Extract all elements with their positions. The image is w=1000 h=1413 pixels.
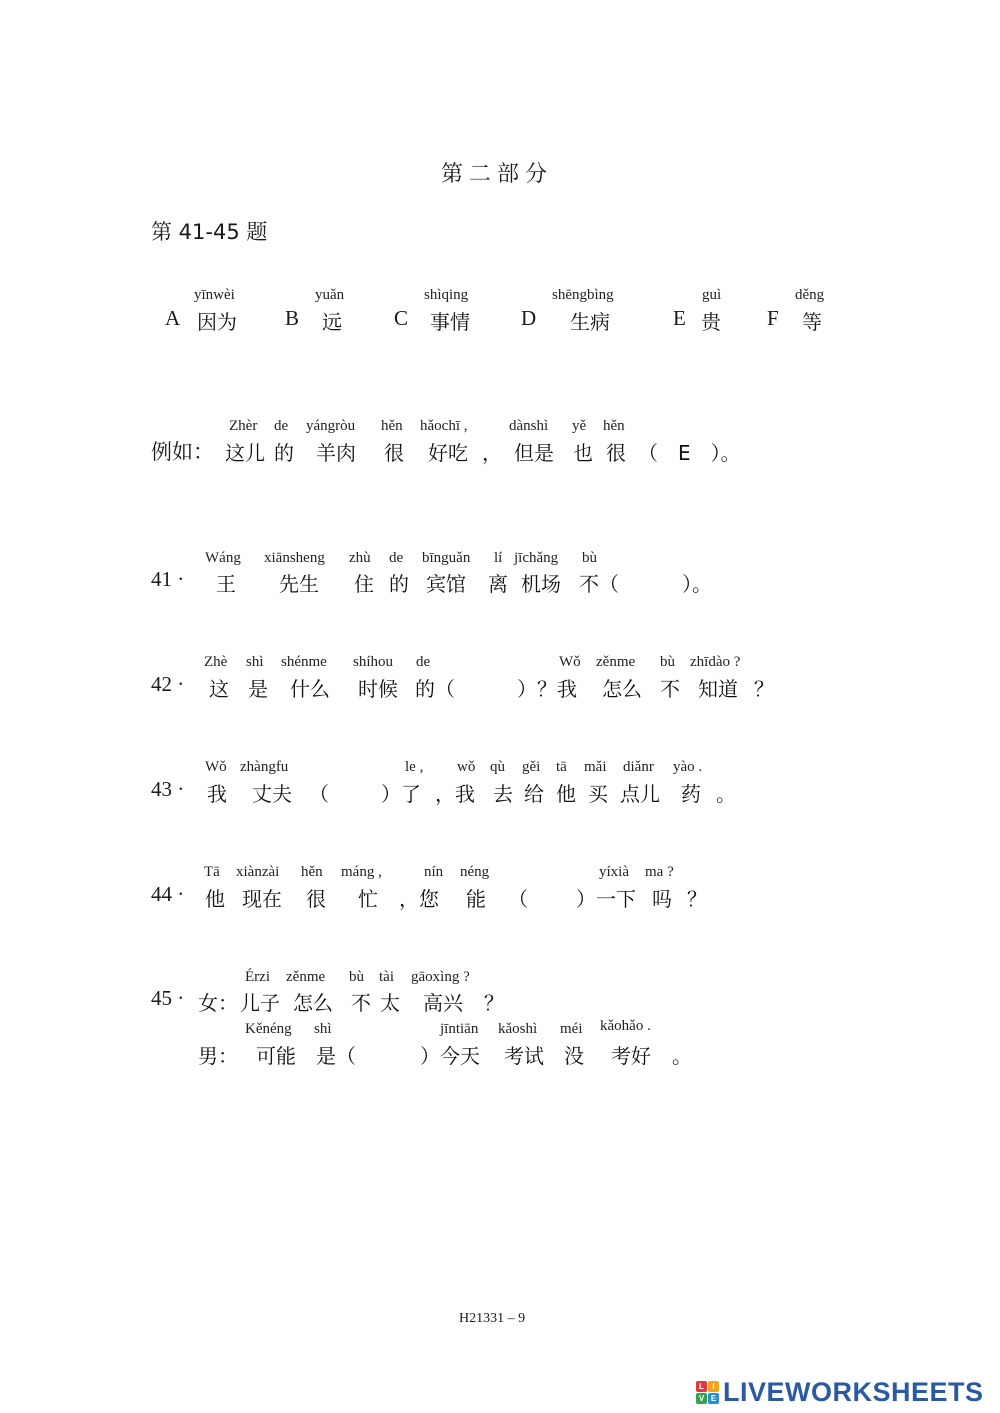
option-c-letter: C	[394, 306, 409, 330]
q43-pinyin-2: zhàngfu	[240, 759, 289, 775]
option-e-hanzi: 贵	[701, 310, 721, 334]
page-code: H21331 – 9	[459, 1311, 526, 1326]
q41-hanzi-4: 的	[389, 572, 409, 596]
q44-hanzi-2: 现在	[242, 887, 282, 911]
q44-hanzi-3: 很	[306, 887, 326, 911]
q43-hanzi-7: 给	[524, 782, 544, 806]
option-b-hanzi: 远	[322, 310, 342, 334]
q45-l2-hanzi-2: 是（	[316, 1044, 356, 1068]
q44-hanzi-1: 他	[205, 887, 225, 911]
example-pinyin-6: dànshì	[509, 418, 549, 434]
q41-number: 41 ·	[151, 567, 185, 591]
example-pinyin-5: hǎochī ,	[420, 418, 468, 434]
q45-l2-pinyin-4: kǎoshì	[498, 1021, 538, 1037]
q43-pinyin-3: le ,	[405, 759, 424, 775]
option-d-pinyin: shēngbìng	[552, 287, 614, 303]
example-pinyin-3: yángròu	[306, 418, 356, 434]
q45-l1-pinyin-4: tài	[379, 969, 394, 985]
q42-pinyin-9: zhīdào ?	[690, 654, 741, 670]
q42-hanzi-2: 是	[248, 677, 268, 701]
q45-l1-hanzi-1: 儿子	[240, 991, 280, 1015]
example-hanzi-3: 羊肉	[316, 441, 356, 465]
example-comma: ，	[482, 441, 502, 465]
q42-number: 42 ·	[151, 672, 185, 696]
q43-pinyin-4: wǒ	[457, 759, 476, 775]
q43-number: 43 ·	[151, 777, 185, 801]
example-hanzi-7: 也	[573, 441, 593, 465]
q43-pinyin-8: mǎi	[584, 759, 607, 775]
q41-pinyin-2: xiānsheng	[264, 550, 325, 566]
question-range: 第 41-45 题	[151, 220, 268, 244]
q41-hanzi-3: 住	[354, 572, 374, 596]
q42-pinyin-7: zěnme	[596, 654, 636, 670]
example-pinyin-8: hěn	[603, 418, 625, 434]
q44-number-text: 44	[151, 882, 172, 906]
q42-pinyin-6: Wǒ	[559, 654, 581, 670]
option-b-pinyin: yuǎn	[315, 287, 345, 303]
q45-speaker-male: 男：	[198, 1044, 238, 1068]
q41-pinyin-4: de	[389, 550, 404, 566]
q45-l2-hanzi-4: 考试	[504, 1044, 544, 1068]
example-pinyin-4: hěn	[381, 418, 403, 434]
q45-l1-question-mark: ？	[484, 991, 504, 1015]
q43-pinyin-10: yào .	[673, 759, 703, 775]
q44-hanzi-9: 吗	[652, 887, 672, 911]
q42-hanzi-6: ）？我	[517, 677, 577, 701]
q43-hanzi-5: ，我	[435, 782, 475, 806]
q43-pinyin-5: qù	[490, 759, 505, 775]
q43-hanzi-2: 丈夫	[252, 782, 292, 806]
q45-l1-pinyin-3: bù	[349, 969, 364, 985]
q42-pinyin-8: bù	[660, 654, 675, 670]
q43-hanzi-11: 药	[681, 782, 701, 806]
option-c-pinyin: shìqing	[424, 287, 469, 303]
option-c-hanzi: 事情	[430, 310, 470, 334]
example-hanzi-8: 很	[606, 441, 626, 465]
q45-l1-hanzi-5: 高兴	[423, 991, 463, 1015]
q45-l1-pinyin-5: gāoxìng ?	[411, 969, 470, 985]
option-a-hanzi: 因为	[197, 310, 237, 334]
q41-pinyin-5: bīnguǎn	[422, 550, 471, 566]
option-b-letter: B	[285, 306, 300, 330]
q43-pinyin-1: Wǒ	[205, 759, 227, 775]
q42-pinyin-1: Zhè	[204, 654, 228, 670]
q43-hanzi-10: 点儿	[620, 782, 660, 806]
example-hanzi-2: 的	[274, 441, 294, 465]
example-pinyin-2: de	[274, 418, 289, 434]
q44-pinyin-4: máng ,	[341, 864, 382, 880]
example-pinyin-7: yě	[572, 418, 587, 434]
q41-pinyin-8: bù	[582, 550, 597, 566]
q41-number-text: 41	[151, 567, 172, 591]
q41-hanzi-5: 宾馆	[426, 572, 466, 596]
q45-l1-pinyin-2: zěnme	[286, 969, 326, 985]
logo-text: LIVEWORKSHEETS	[723, 1377, 984, 1407]
q43-pinyin-9: diǎnr	[623, 759, 654, 775]
q42-hanzi-3: 什么	[290, 677, 330, 701]
q41-pinyin-3: zhù	[349, 550, 371, 566]
q45-speaker-female: 女：	[198, 991, 238, 1015]
q44-pinyin-3: hěn	[301, 864, 323, 880]
option-e-letter: E	[673, 306, 686, 330]
q45-l2-pinyin-5: méi	[560, 1021, 583, 1037]
q41-hanzi-1: 王	[216, 572, 236, 596]
q44-hanzi-7: （	[508, 887, 528, 911]
example-hanzi-4: 很	[384, 441, 404, 465]
example-hanzi-5: 好吃	[428, 441, 468, 465]
q45-l2-hanzi-3: ）今天	[420, 1044, 480, 1068]
q43-pinyin-7: tā	[556, 759, 567, 775]
q45-l2-pinyin-2: shì	[314, 1021, 332, 1037]
q45-l1-pinyin-1: Érzi	[245, 969, 270, 985]
q45-l1-hanzi-4: 太	[380, 991, 400, 1015]
q44-pinyin-5: nín	[424, 864, 444, 880]
q44-pinyin-1: Tā	[204, 864, 220, 880]
q43-hanzi-1: 我	[207, 782, 227, 806]
option-a-pinyin: yīnwèi	[194, 287, 235, 303]
option-d-hanzi: 生病	[570, 310, 610, 334]
q41-hanzi-6: 离	[488, 572, 508, 596]
option-e-pinyin: guì	[702, 287, 722, 303]
q44-hanzi-6: 能	[466, 887, 486, 911]
example-pinyin-1: Zhèr	[229, 418, 258, 434]
q42-pinyin-3: shénme	[281, 654, 327, 670]
q44-hanzi-4: 忙	[358, 887, 378, 911]
q42-number-text: 42	[151, 672, 172, 696]
q45-l2-pinyin-6: kǎohǎo .	[600, 1018, 651, 1034]
q44-question-mark: ？	[687, 887, 707, 911]
q42-hanzi-8: 不	[660, 677, 680, 701]
q41-pinyin-1: Wáng	[205, 550, 241, 566]
option-d-letter: D	[521, 306, 537, 330]
option-f-hanzi: 等	[802, 310, 822, 334]
q44-pinyin-2: xiànzài	[236, 864, 280, 880]
q41-hanzi-2: 先生	[279, 572, 319, 596]
q45-l2-pinyin-1: Kěnéng	[245, 1021, 292, 1037]
q41-hanzi-7: 机场	[521, 572, 561, 596]
q42-question-mark: ？	[754, 677, 774, 701]
q41-pinyin-6: lí	[494, 550, 503, 566]
logo-grid-icon: L I V E	[696, 1381, 720, 1405]
q43-hanzi-6: 去	[493, 782, 513, 806]
q45-l2-pinyin-3: jīntiān	[440, 1021, 479, 1037]
q42-hanzi-5: 的（	[415, 677, 455, 701]
q42-hanzi-4: 时候	[358, 677, 398, 701]
q45-l2-period: 。	[672, 1044, 692, 1068]
q44-pinyin-7: yíxià	[599, 864, 629, 880]
q44-hanzi-8: ）一下	[576, 887, 636, 911]
example-answer-blank: （ E ）。	[638, 441, 741, 465]
q44-number: 44 ·	[151, 882, 185, 906]
q45-number: 45 ·	[151, 986, 185, 1010]
q42-pinyin-2: shì	[246, 654, 264, 670]
q45-l2-hanzi-6: 考好	[611, 1044, 651, 1068]
option-f-letter: F	[767, 306, 779, 330]
q41-blank-close: ）。	[682, 572, 712, 596]
q42-pinyin-5: de	[416, 654, 431, 670]
q41-hanzi-8: 不（	[579, 572, 619, 596]
q41-pinyin-7: jīchǎng	[514, 550, 559, 566]
q43-hanzi-4: ）了	[381, 782, 421, 806]
q45-l1-hanzi-3: 不	[351, 991, 371, 1015]
q42-hanzi-7: 怎么	[602, 677, 642, 701]
q44-hanzi-5: ，您	[399, 887, 439, 911]
q43-hanzi-3: （	[309, 782, 329, 806]
q42-hanzi-1: 这	[209, 677, 229, 701]
q43-pinyin-6: gěi	[522, 759, 541, 775]
q45-l1-hanzi-2: 怎么	[293, 991, 333, 1015]
q43-hanzi-9: 买	[588, 782, 608, 806]
q42-pinyin-4: shíhou	[353, 654, 394, 670]
example-hanzi-6: 但是	[514, 441, 554, 465]
section-title: 第二部分	[441, 162, 554, 187]
q42-hanzi-9: 知道	[698, 677, 738, 701]
example-hanzi-1: 这儿	[225, 441, 265, 465]
q43-hanzi-8: 他	[556, 782, 576, 806]
option-f-pinyin: děng	[795, 287, 825, 303]
q43-number-text: 43	[151, 777, 172, 801]
q43-period: 。	[716, 782, 736, 806]
q44-pinyin-6: néng	[460, 864, 490, 880]
q45-l2-hanzi-1: 可能	[256, 1044, 296, 1068]
q45-number-text: 45	[151, 986, 172, 1010]
q44-pinyin-8: ma ?	[645, 864, 674, 880]
q45-l2-hanzi-5: 没	[564, 1044, 584, 1068]
example-label: 例如：	[151, 440, 214, 464]
option-a-letter: A	[165, 306, 181, 330]
